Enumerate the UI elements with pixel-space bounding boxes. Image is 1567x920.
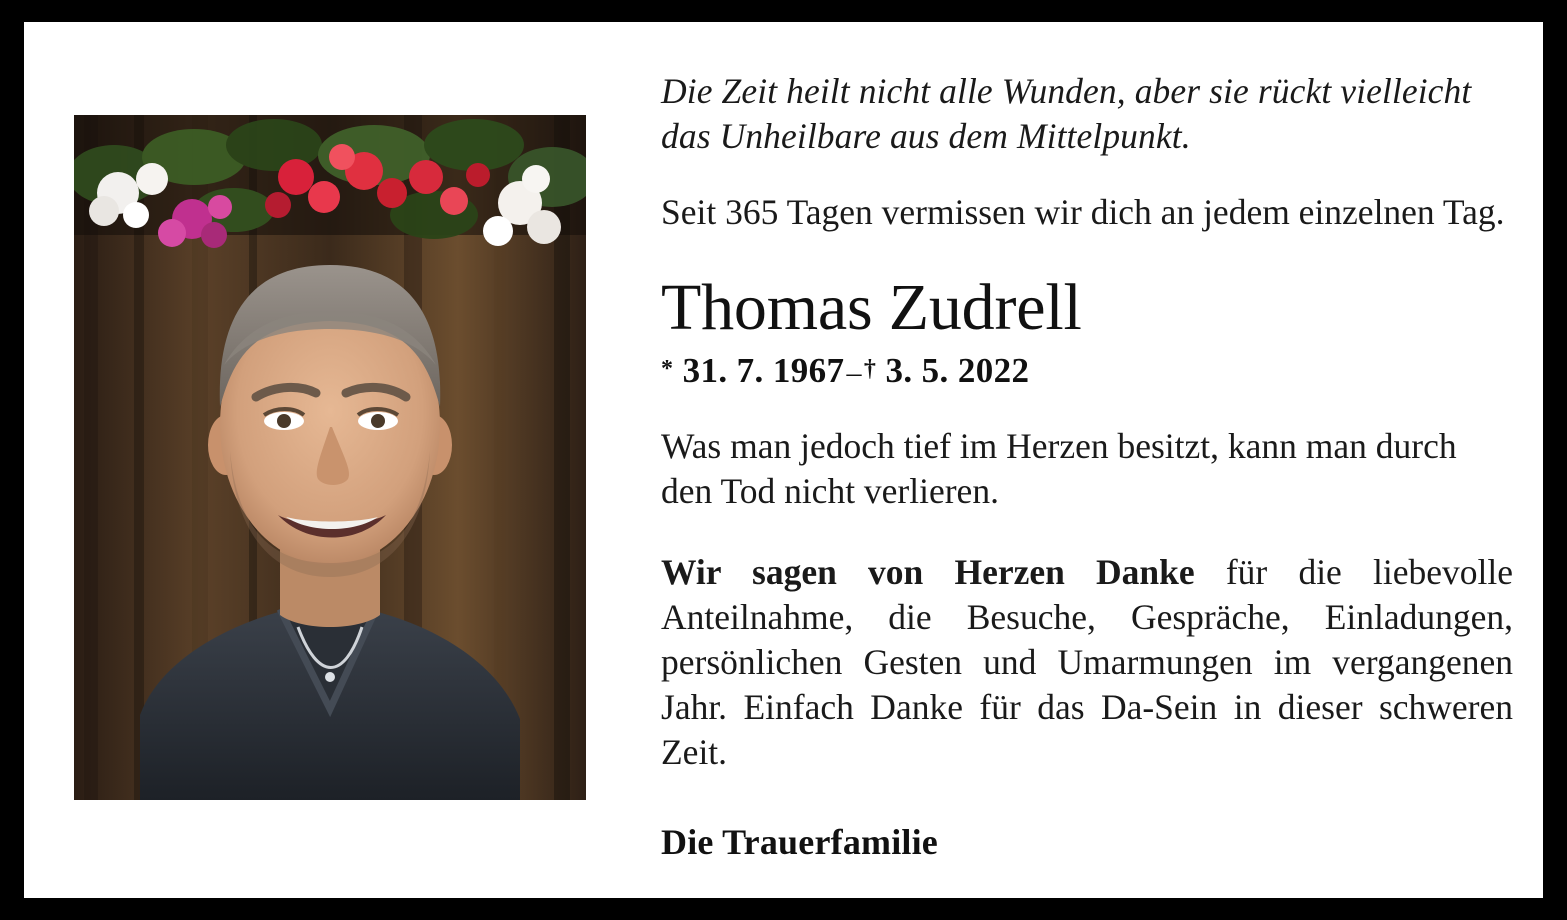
death-date: 3. 5. 2022 [885,351,1030,390]
date-separator: – [846,356,862,389]
photo-column [24,22,584,898]
signature: Die Trauerfamilie [661,822,938,862]
portrait-photo-graphic [74,115,586,800]
obituary-card [24,22,1543,898]
birth-date: 31. 7. 1967 [682,351,845,390]
thanks-paragraph [661,550,1513,775]
deceased-name: Thomas Zudrell [661,271,1082,344]
middle-quote: Was man jedoch tief im Herzen besitzt, kann man durch den Tod nicht verlieren. [661,426,1457,511]
thanks-rest: für die liebevolle Anteilnahme, die Besuche, Gespräche, Einladungen, persönlichen Gesten und Umarmungen im vergangenen Jahr. Einfach Danke für das Da-Sein in dieser schweren Zeit. [661,552,1513,772]
life-dates [661,349,1513,393]
birth-symbol: * [661,356,674,382]
obituary-content [24,22,1543,898]
missing-text: Seit 365 Tagen vermissen wir dich an jedem einzelnen Tag. [661,192,1505,232]
death-symbol: † [863,356,877,382]
thanks-lead: Wir sagen von Herzen Danke [661,552,1195,592]
top-quote: Die Zeit heilt nicht alle Wunden, aber sie rückt vielleicht das Unheilbare aus dem Mittelpunkt. [661,71,1472,156]
text-column [584,22,1543,898]
portrait-photo [74,115,586,800]
